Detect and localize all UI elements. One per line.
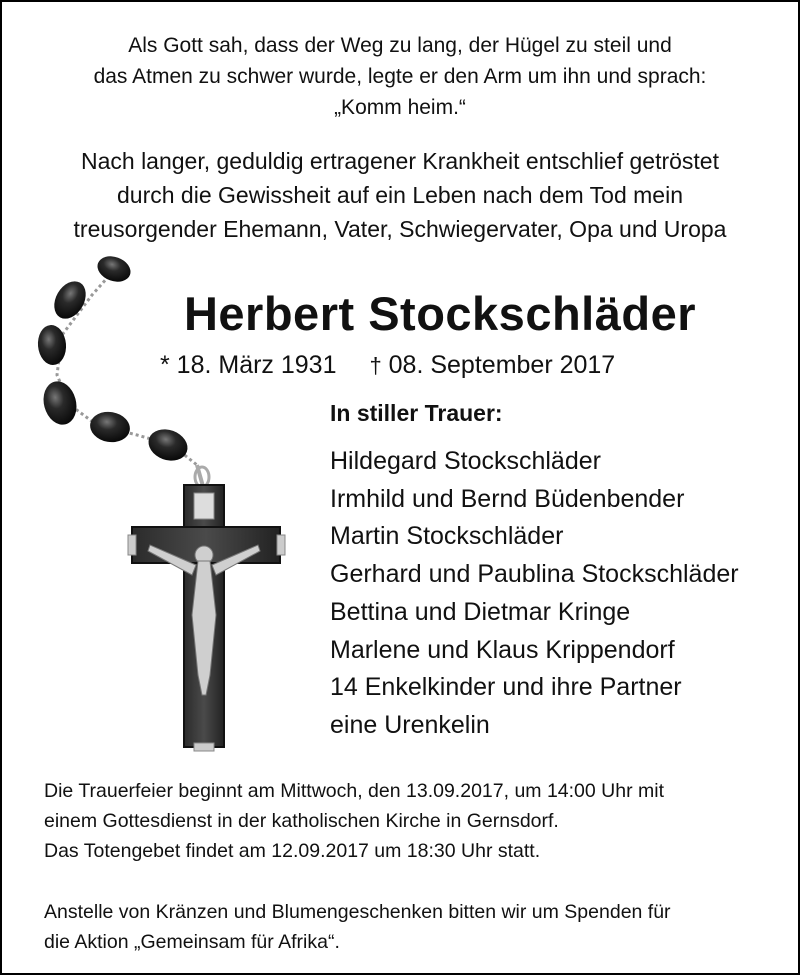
death-date: 08. September 2017 [388, 351, 616, 379]
mourner: Marlene und Klaus Krippendorf [330, 635, 675, 664]
donation-line: die Aktion „Gemeinsam für Afrika“. [44, 931, 340, 953]
intro-line: Nach langer, geduldig ertragener Krankheit entschlief getröstet [80, 148, 719, 174]
funeral-line: Die Trauerfeier beginnt am Mittwoch, den 13.09.2017, um 14:00 Uhr mit [44, 780, 664, 802]
mourner: Gerhard und Paublina Stockschläder [330, 560, 739, 589]
intro-line: durch die Gewissheit auf ein Leben nach dem Tod mein [117, 182, 683, 208]
mourning-title: In stiller Trauer: [330, 400, 503, 426]
verse-line: Als Gott sah, dass der Weg zu lang, der Hügel zu steil und [128, 34, 672, 57]
mourner: Bettina und Dietmar Kringe [330, 597, 631, 626]
verse-line: das Atmen zu schwer wurde, legte er den Arm um ihn und sprach: [93, 65, 707, 88]
donation-line: Anstelle von Kränzen und Blumengeschenken bitten wir um Spenden für [44, 901, 671, 923]
mourner: 14 Enkelkinder und ihre Partner [330, 673, 682, 702]
intro-line: treusorgender Ehemann, Vater, Schwiegervater, Opa und Uropa [73, 216, 727, 242]
funeral-line: Das Totengebet findet am 12.09.2017 um 18:30 Uhr statt. [44, 840, 541, 862]
opening-verse [0, 30, 800, 123]
donation-notice [44, 897, 774, 957]
death-cross-icon: † [369, 353, 382, 378]
funeral-line: einem Gottesdienst in der katholischen Kirche in Gernsdorf. [44, 810, 559, 832]
deceased-name: Herbert Stockschläder [183, 287, 697, 340]
mourners-list [330, 443, 739, 745]
birth-date: * 18. März 1931 [160, 351, 337, 379]
life-dates [160, 351, 615, 380]
mourner: eine Urenkelin [330, 710, 490, 739]
mourner: Irmhild und Bernd Büdenbender [330, 484, 685, 513]
mourner: Hildegard Stockschläder [330, 447, 601, 475]
verse-line: „Komm heim.“ [334, 96, 466, 119]
intro-text [0, 144, 800, 246]
funeral-notice [44, 776, 774, 866]
mourner: Martin Stockschläder [330, 522, 564, 551]
